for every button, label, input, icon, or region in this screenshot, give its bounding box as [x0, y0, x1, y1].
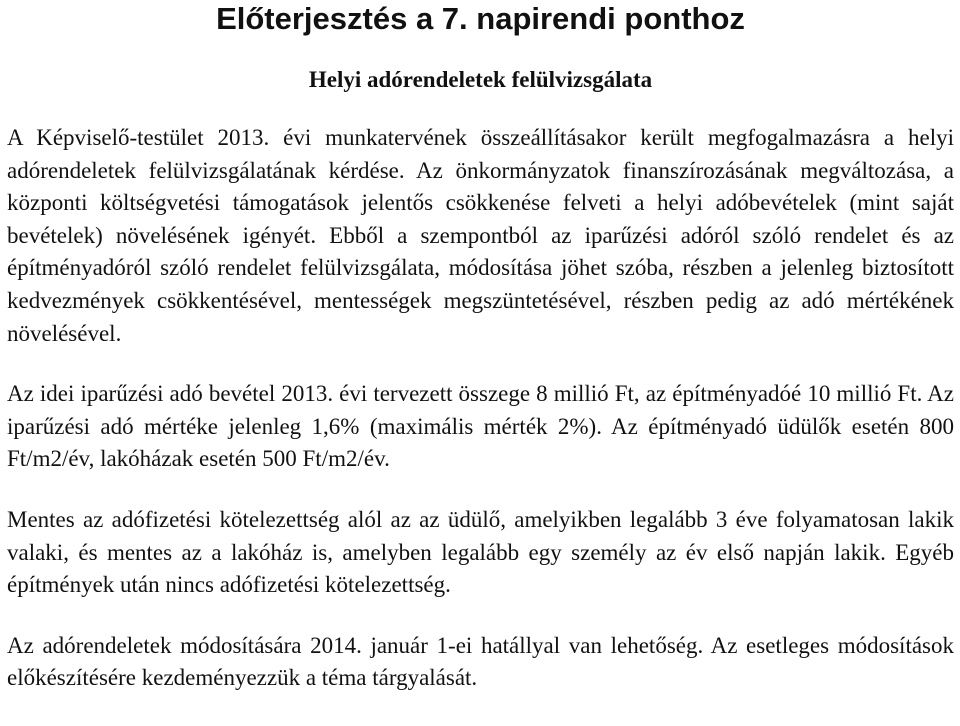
- paragraph-2: Az idei iparűzési adó bevétel 2013. évi tervezett összege 8 millió Ft, az építményadóé 10 millió Ft. Az iparűzési adó mértéke jelenleg 1,6% (maximális mérték 2%). Az építményadó üdülők esetén 800 Ft/m2/év, lakóházak esetén 500 Ft/m2/év.: [7, 381, 954, 472]
- paragraph-3: Mentes az adófizetési kötelezettség alól az az üdülő, amelyikben legalább 3 éve folyamatosan lakik valaki, és mentes az a lakóház is, amelyben legalább egy személy az év első napján lakik. Egyéb építmények után nincs adófizetési kötelezettség.: [7, 506, 954, 598]
- document-title: Előterjesztés a 7. napirendi ponthoz: [216, 1, 745, 36]
- paragraph-1: A Képviselő-testület 2013. évi munkatervének összeállításakor került megfogalmazásra a helyi adórendeletek felülvizsgálatának kérdése. Az önkormányzatok finanszírozásának megváltozása, a központi költségvetési támogatások jelentős csökkenése felveti a helyi adóbevételek (mint saját bevételek) növelésének igényét. Ebből a szempontból az iparűzési adóról szóló rendelet és az építményadóról szóló rendelet felülvizsgálata, módosítása jöhet szóba, részben a jelenleg biztosított kedvezmények csökkentésével, mentességek megszüntetésével, részben pedig az adó mértékének növelésével.: [7, 125, 954, 346]
- paragraph-4: Az adórendeletek módosítására 2014. január 1-ei hatállyal van lehetőség. Az esetleges módosítások előkészítésére kezdeményezzük a téma tárgyalását.: [7, 632, 954, 691]
- document-subtitle: Helyi adórendeletek felülvizsgálata: [308, 67, 653, 92]
- document-page: [7, 0, 954, 695]
